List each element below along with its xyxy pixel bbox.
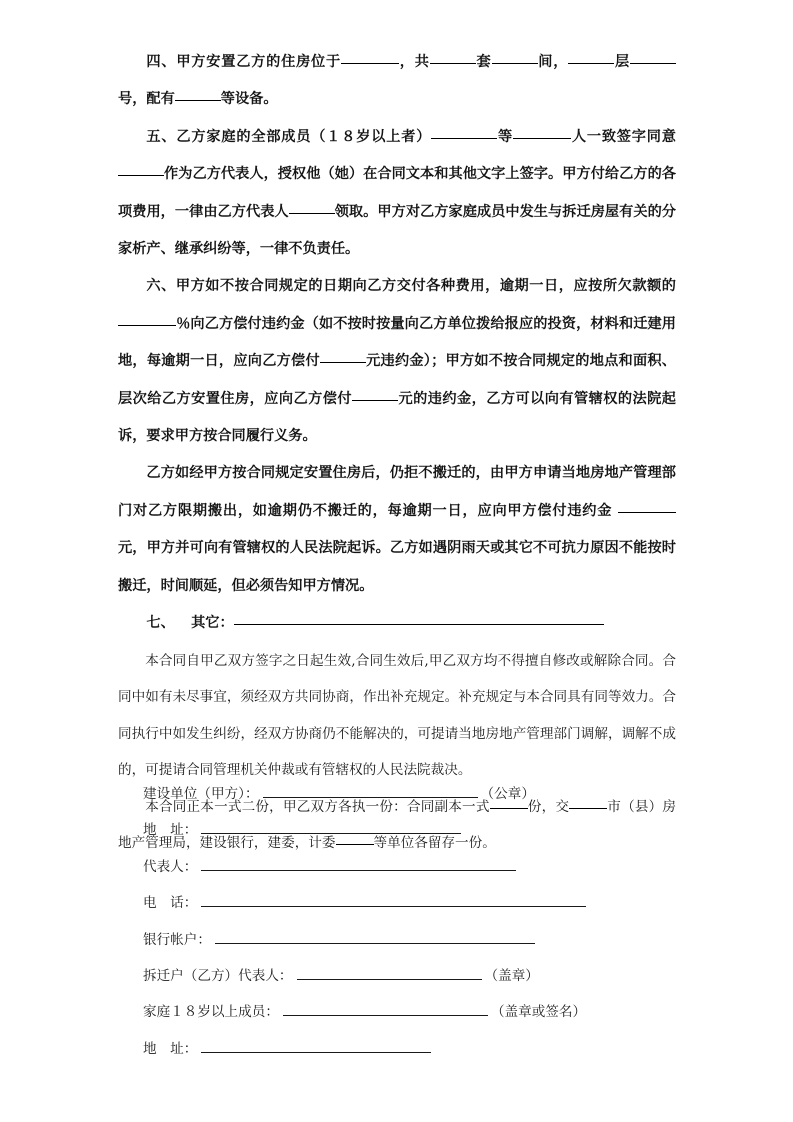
signature-input-line[interactable] xyxy=(201,1039,431,1053)
copies-text-a: 本合同正本一式二份，甲乙双方各执一份：合同副本一式 xyxy=(145,798,490,815)
signature-input-line[interactable] xyxy=(201,857,516,871)
signature-note: （盖章） xyxy=(484,967,539,984)
clause-4-blank-1[interactable] xyxy=(341,50,399,64)
clause-7-blank-line[interactable] xyxy=(234,611,604,625)
clause-4-blank-2[interactable] xyxy=(430,50,476,64)
signature-label: 地 址： xyxy=(143,822,198,839)
signature-row-construction-unit xyxy=(143,782,683,818)
paragraph-effectiveness: 本合同自甲乙双方签字之日起生效,合同生效后,甲乙双方均不得擅自修改或解除合同。合同中如有未尽事宜，须经双方共同协商，作出补充规定。补充规定与本合同具有同等效力。合同执行中如发生纠纷，经双方协商仍不能解决的，可提请当地房地产管理部门调解，调解不成的，可提请合同管理机关仲裁或有管辖权的人民法院裁决。 xyxy=(118,652,676,778)
clause-7-number: 七、 xyxy=(146,615,175,632)
clause-5-text-e: 领取。甲方对乙方家庭成员中发生与拆迁房屋有关的分家析产、继承纠纷等，一律不负责任。 xyxy=(118,203,676,258)
clause-5-text-d: 作为乙方代表人，授权他（她）在合同文本和其他文字上签字。甲方付给乙方的各项费用，一律由乙方代表人 xyxy=(118,166,676,220)
clause-5-blank-3[interactable] xyxy=(118,162,164,176)
signature-block xyxy=(143,782,683,1073)
signature-label: 建设单位（甲方）： xyxy=(143,786,259,802)
copies-text-c: 市（县）房地产管理局，建设银行，建委，计委 xyxy=(118,798,677,851)
signature-row-representative-a xyxy=(143,855,683,891)
signature-label: 银行帐户： xyxy=(143,931,211,948)
signature-input-line[interactable] xyxy=(215,930,535,944)
signature-note: （公章） xyxy=(480,786,535,802)
clause-6b-text-a: 乙方如经甲方按合同规定安置住房后，仍拒不搬迁的，由甲方申请当地房地产管理部门对乙方限期搬出，如逾期仍不搬迁的，每逾期一日，应向甲方偿付违约金 xyxy=(118,465,676,519)
signature-row-address-b xyxy=(143,1037,683,1073)
clause-5-text-c: 人一致签字同意 xyxy=(571,128,676,145)
signature-input-line[interactable] xyxy=(263,784,478,798)
clause-6b-text-b: 元，甲方并可向有管辖权的人民法院起诉。乙方如遇阴雨天或其它不可抗力原因不能按时搬迁，时间顺延，但必须告知甲方情况。 xyxy=(118,540,676,594)
clause-5-text-b: 等 xyxy=(497,128,514,145)
clause-6-blank-2[interactable] xyxy=(320,349,366,363)
clause-5-blank-2[interactable] xyxy=(513,125,571,139)
copies-text-d: 等单位各留存一份。 xyxy=(373,835,496,851)
clause-6-blank-3[interactable] xyxy=(352,387,398,401)
signature-label: 拆迁户（乙方）代表人： xyxy=(143,967,293,984)
clause-6-text-a: 六、甲方如不按合同规定的日期向乙方交付各种费用，逾期一日，应按所欠款额的 xyxy=(146,278,676,295)
signature-note: （盖章或签名） xyxy=(490,1004,587,1021)
clause-6-text-b: ％向乙方偿付违约金（如不按时按量向乙方单位拨给报应的投资，材料和迁建用地，每逾期一日，应向乙方偿付 xyxy=(118,315,676,370)
clause-5-blank-4[interactable] xyxy=(289,200,335,214)
clause-4-blank-3[interactable] xyxy=(492,50,538,64)
clause-5-blank-1[interactable] xyxy=(431,125,497,139)
signature-row-address-a xyxy=(143,818,683,854)
clause-6-text-c: 元违约金）；甲方如不按合同规定的地点和面积、层次给乙方安置住房，应向乙方偿付 xyxy=(118,353,676,407)
clause-4-blank-5[interactable] xyxy=(630,50,676,64)
signature-row-bank-account xyxy=(143,928,683,964)
clause-4-text-b: ，共 xyxy=(399,54,430,70)
clause-6b-blank-1[interactable] xyxy=(618,499,676,513)
signature-row-family-members xyxy=(143,1000,683,1036)
clause-4-text-g: 等设备。 xyxy=(220,91,278,108)
clause-4-blank-4[interactable] xyxy=(568,50,614,64)
signature-label: 电 话： xyxy=(143,895,198,912)
signature-label: 代表人： xyxy=(143,858,198,875)
clause-4-text-d: 间， xyxy=(537,54,569,70)
clause-item-6 xyxy=(118,268,676,455)
signature-input-line[interactable] xyxy=(201,820,461,834)
clause-item-6-continued xyxy=(118,455,676,605)
clause-6-blank-1[interactable] xyxy=(118,312,176,326)
signature-label: 家庭１８岁以上成员： xyxy=(143,1004,279,1021)
clause-4-text-c: 套 xyxy=(475,54,492,70)
signature-label: 地 址： xyxy=(143,1040,198,1057)
clause-5-text-a: 五、乙方家庭的全部成员（１８岁以上者） xyxy=(146,128,432,145)
clause-4-text-a: 四、甲方安置乙方的住房位于 xyxy=(146,54,341,70)
document-text-column xyxy=(118,44,676,862)
copies-text-b: 份，交 xyxy=(527,798,570,815)
clause-item-5 xyxy=(118,119,676,269)
signature-input-line[interactable] xyxy=(297,966,482,980)
clause-6-text-d: 元的违约金，乙方可以向有管辖权的法院起诉，要求甲方按合同履行义务。 xyxy=(118,390,676,445)
clause-item-7 xyxy=(118,605,676,642)
clause-7-label: 其它： xyxy=(191,615,234,632)
signature-row-relocatee-representative xyxy=(143,964,683,1000)
clause-4-text-f: 号，配有 xyxy=(118,91,175,108)
signature-input-line[interactable] xyxy=(283,1002,488,1016)
signature-input-line[interactable] xyxy=(201,893,586,907)
clause-item-4 xyxy=(118,44,676,119)
clause-4-blank-6[interactable] xyxy=(175,87,221,101)
clause-4-text-e: 层 xyxy=(614,54,630,70)
signature-row-phone xyxy=(143,891,683,927)
